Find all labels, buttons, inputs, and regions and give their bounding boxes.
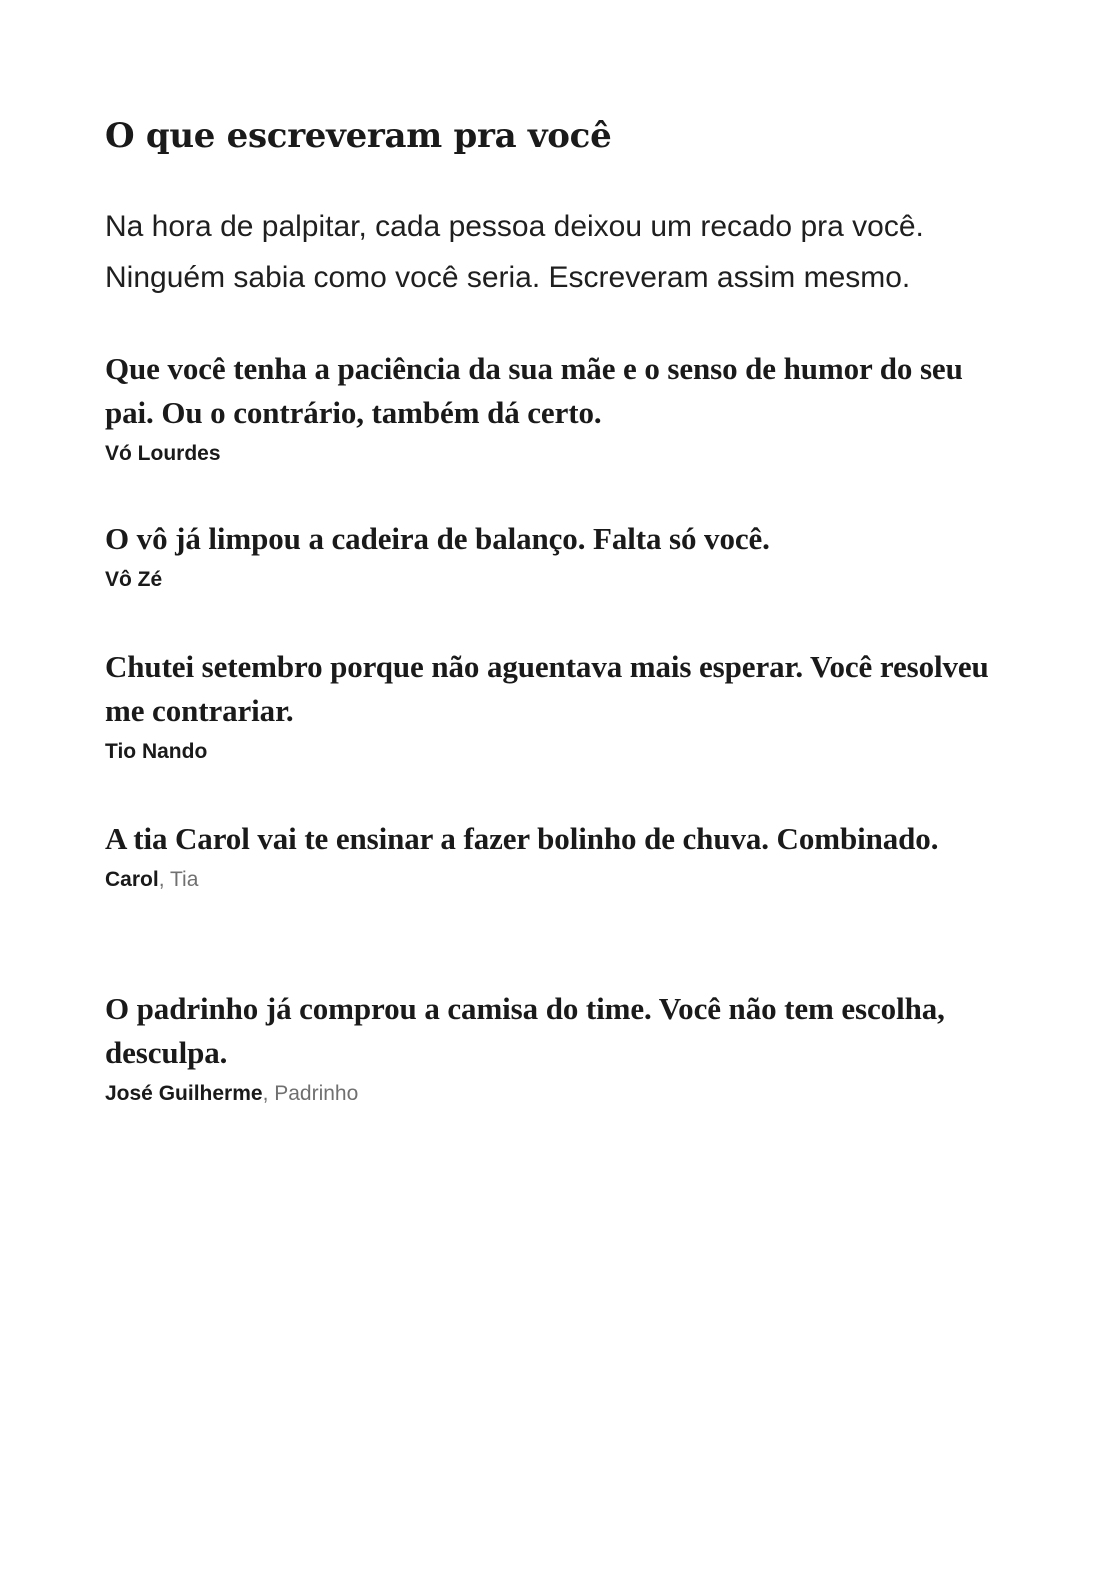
message-item [105, 645, 1015, 767]
message-author [105, 1079, 1015, 1109]
message-item [105, 517, 1015, 595]
author-name: Vó Lourdes [105, 442, 221, 465]
message-author [105, 865, 1015, 895]
intro-text [105, 201, 1015, 303]
intro-line-1: Na hora de palpitar, cada pessoa deixou um recado pra você. [105, 210, 924, 243]
message-text: O vô já limpou a cadeira de balanço. Falta só você. [105, 521, 770, 556]
author-role: , Tia [158, 868, 199, 891]
author-name: Carol [105, 868, 159, 891]
message-text: A tia Carol vai te ensinar a fazer bolinho de chuva. Combinado. [105, 821, 939, 856]
message-text: Que você tenha a paciência da sua mãe e o senso de humor do seu pai. Ou o contrário, também dá certo. [105, 351, 963, 430]
author-name: Tio Nando [105, 740, 208, 763]
message-item [105, 347, 1015, 469]
author-role: , Padrinho [262, 1082, 359, 1105]
message-author [105, 439, 1015, 469]
message-item [105, 817, 1015, 895]
intro-line-2: Ninguém sabia como você seria. Escreveram assim mesmo. [105, 261, 911, 294]
message-item [105, 987, 1015, 1109]
author-name: Vô Zé [105, 568, 163, 591]
message-text: O padrinho já comprou a camisa do time. Você não tem escolha, desculpa. [105, 991, 945, 1070]
message-author [105, 737, 1015, 767]
author-name: José Guilherme [105, 1082, 263, 1105]
page-title: O que escreveram pra você [105, 116, 612, 156]
message-author [105, 565, 1015, 595]
message-text: Chutei setembro porque não aguentava mais esperar. Você resolveu me contrariar. [105, 649, 989, 728]
